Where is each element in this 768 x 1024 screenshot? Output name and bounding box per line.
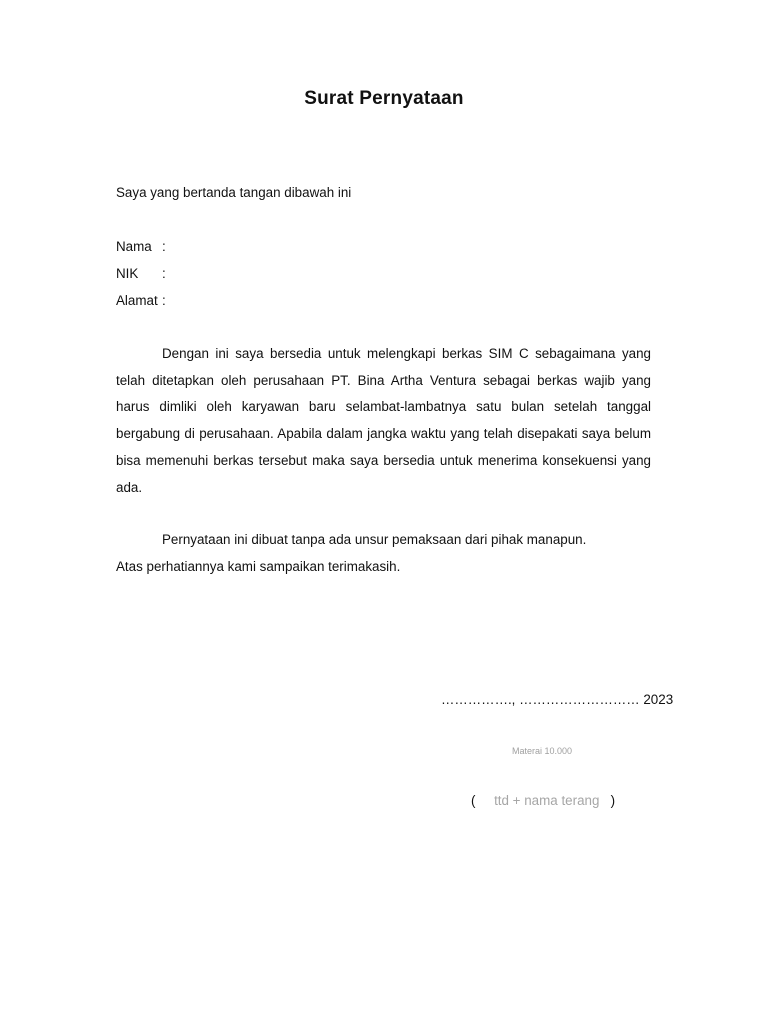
signature-open-paren: ( — [471, 793, 476, 808]
signature-placeholder: ttd + nama terang — [494, 793, 600, 808]
closing-thanks: Atas perhatiannya kami sampaikan terimakasih. — [116, 559, 401, 574]
field-colon: : — [162, 266, 166, 281]
field-nik — [116, 265, 166, 283]
field-label: Alamat — [116, 293, 158, 308]
place-date-line: ……………., ……………………… 2023 — [441, 692, 674, 707]
field-label: Nama — [116, 239, 152, 254]
field-nama — [116, 238, 166, 256]
field-colon: : — [162, 239, 166, 254]
document-title: Surat Pernyataan — [304, 88, 464, 109]
signature-line — [471, 793, 615, 808]
no-coercion-statement: Pernyataan ini dibuat tanpa ada unsur pemaksaan dari pihak manapun. — [162, 532, 587, 547]
materai-stamp-placeholder: Materai 10.000 — [512, 746, 573, 756]
field-colon: : — [162, 293, 166, 308]
field-alamat — [116, 292, 166, 310]
signature-close-paren: ) — [610, 793, 616, 808]
statement-paragraph: Dengan ini saya bersedia untuk melengkapi berkas SIM C sebagaimana yang telah ditetapkan oleh perusahaan PT. Bina Artha Ventura sebagai berkas wajib yang harus dimliki oleh karyawan baru selambat-lambatnya satu bulan setelah tanggal bergabung di perusahaan. Apabila dalam jangka waktu yang telah disepakati saya belum bisa memenuhi berkas tersebut maka saya bersedia untuk menerima konsekuensi yang ada. — [116, 346, 651, 495]
intro-text: Saya yang bertanda tangan dibawah ini — [116, 185, 352, 200]
field-label: NIK — [116, 266, 139, 281]
